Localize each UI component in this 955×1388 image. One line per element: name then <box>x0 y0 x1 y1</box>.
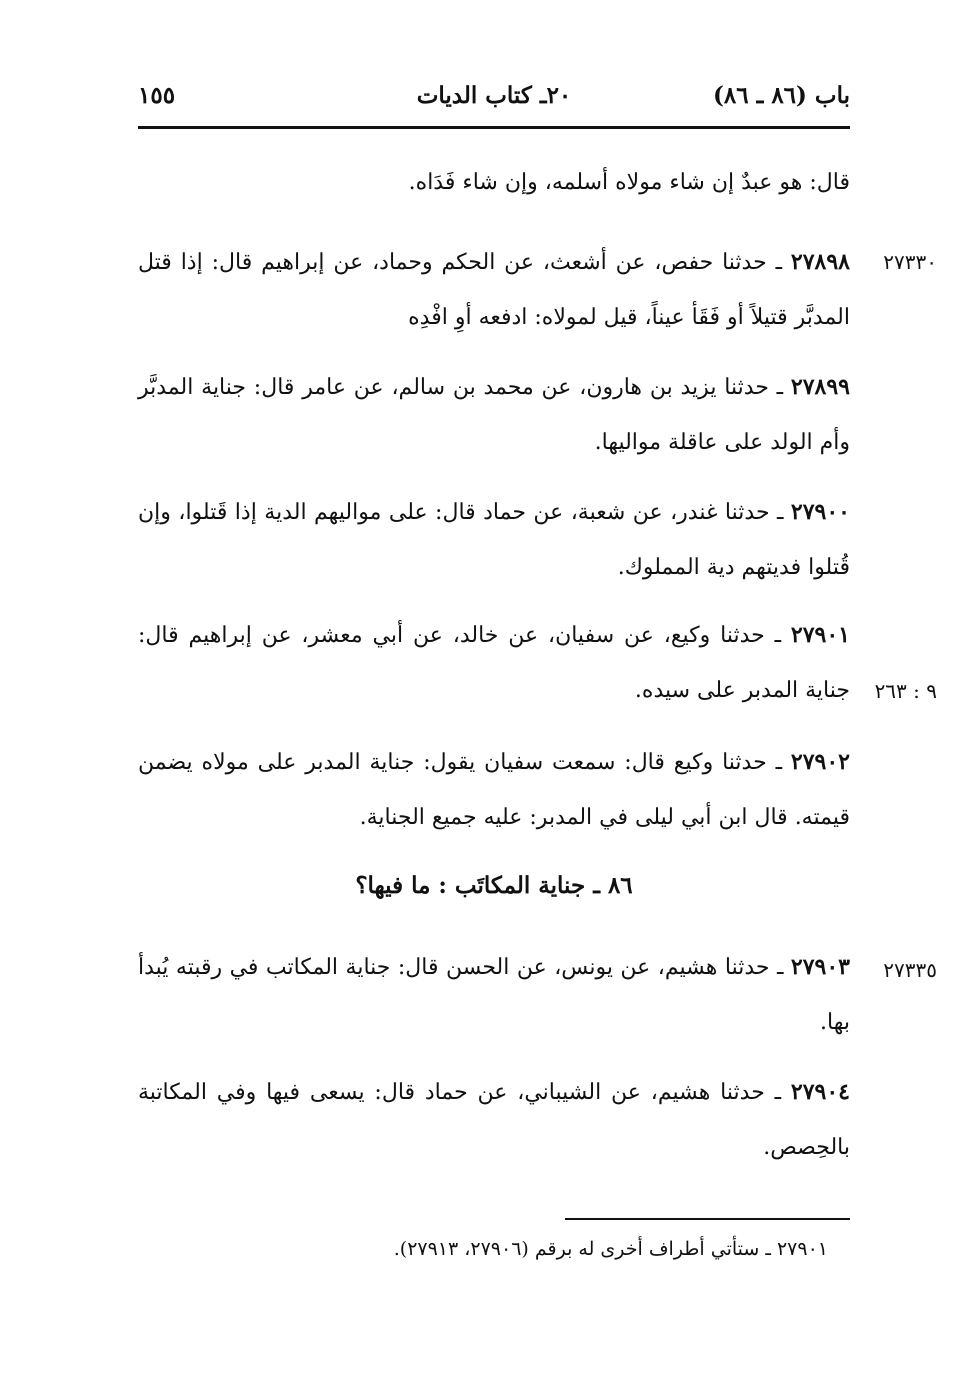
paragraph-text: قال: هو عبدٌ إن شاء مولاه أسلمه، وإن شاء فَدَاه. <box>408 170 850 195</box>
hadith-paragraph <box>138 1065 850 1175</box>
paragraph-text: ـ حدثنا حفص، عن أشعث، عن الحكم وحماد، عن إبراهيم قال: إذا قتل المدبَّر قتيلاً أو فَقَأ عيناً، قيل لمولاه: ادفعه أوِ افْدِه <box>138 250 850 330</box>
page-header <box>138 78 850 118</box>
hadith-number: ٢٧٨٩٩ <box>790 374 850 400</box>
section-heading: ٨٦ ـ جناية المكاتَب : ما فيها؟ <box>355 872 633 899</box>
hadith-paragraph <box>138 608 850 718</box>
hadith-number: ٢٧٩٠٢ <box>790 749 850 775</box>
paragraph-text: ـ حدثنا هشيم، عن الشيباني، عن حماد قال: يسعى فيها وفي المكاتبة بالحِصص. <box>138 1080 850 1160</box>
page-number: ١٥٥ <box>138 82 176 109</box>
book-title: ٢٠ـ كتاب الديات <box>416 82 572 109</box>
paragraph-text: ـ حدثنا هشيم، عن يونس، عن الحسن قال: جناية المكاتب في رقبته يُبدأ بها. <box>138 955 850 1035</box>
paragraph-continuation <box>138 155 850 210</box>
hadith-paragraph <box>138 940 850 1050</box>
hadith-number: ٢٧٩٠١ <box>790 622 850 648</box>
hadith-number: ٢٧٩٠٣ <box>790 954 850 980</box>
hadith-paragraph <box>138 485 850 595</box>
footnote: ٢٧٩٠١ ـ ستأتي أطراف أخرى له برقم (٢٧٩٠٦، ٢٧٩١٣). <box>393 1238 828 1260</box>
paragraph-text: ـ حدثنا يزيد بن هارون، عن محمد بن سالم، عن عامر قال: جناية المدبَّر وأم الولد على عاقلة مواليها. <box>138 375 850 455</box>
hadith-paragraph <box>138 235 850 345</box>
margin-reference: ٢٧٣٣٠ <box>883 250 937 274</box>
margin-reference: ٢٧٣٣٥ <box>883 958 937 982</box>
footnote-rule <box>565 1218 850 1220</box>
hadith-number: ٢٧٩٠٠ <box>790 499 850 525</box>
paragraph-text: ـ حدثنا وكيع قال: سمعت سفيان يقول: جناية المدبر على مولاه يضمن قيمته. قال ابن أبي ليلى في المدبر: عليه جميع الجناية. <box>138 750 850 830</box>
paragraph-text: ـ حدثنا وكيع، عن سفيان، عن خالد، عن أبي معشر، عن إبراهيم قال: جناية المدبر على سيده. <box>138 623 850 703</box>
margin-reference: ٩ : ٢٦٣ <box>874 679 937 703</box>
paragraph-text: ـ حدثنا غندر، عن شعبة، عن حماد قال: على مواليهم الدية إذا قَتلوا، وإن قُتلوا فديتهم دية المملوك. <box>138 500 850 580</box>
chapter-title: باب (٨٦ ـ ٨٦) <box>712 82 850 109</box>
hadith-paragraph <box>138 360 850 470</box>
header-rule <box>138 126 850 129</box>
hadith-paragraph <box>138 735 850 845</box>
hadith-number: ٢٧٩٠٤ <box>790 1079 850 1105</box>
hadith-number: ٢٧٨٩٨ <box>790 249 850 275</box>
